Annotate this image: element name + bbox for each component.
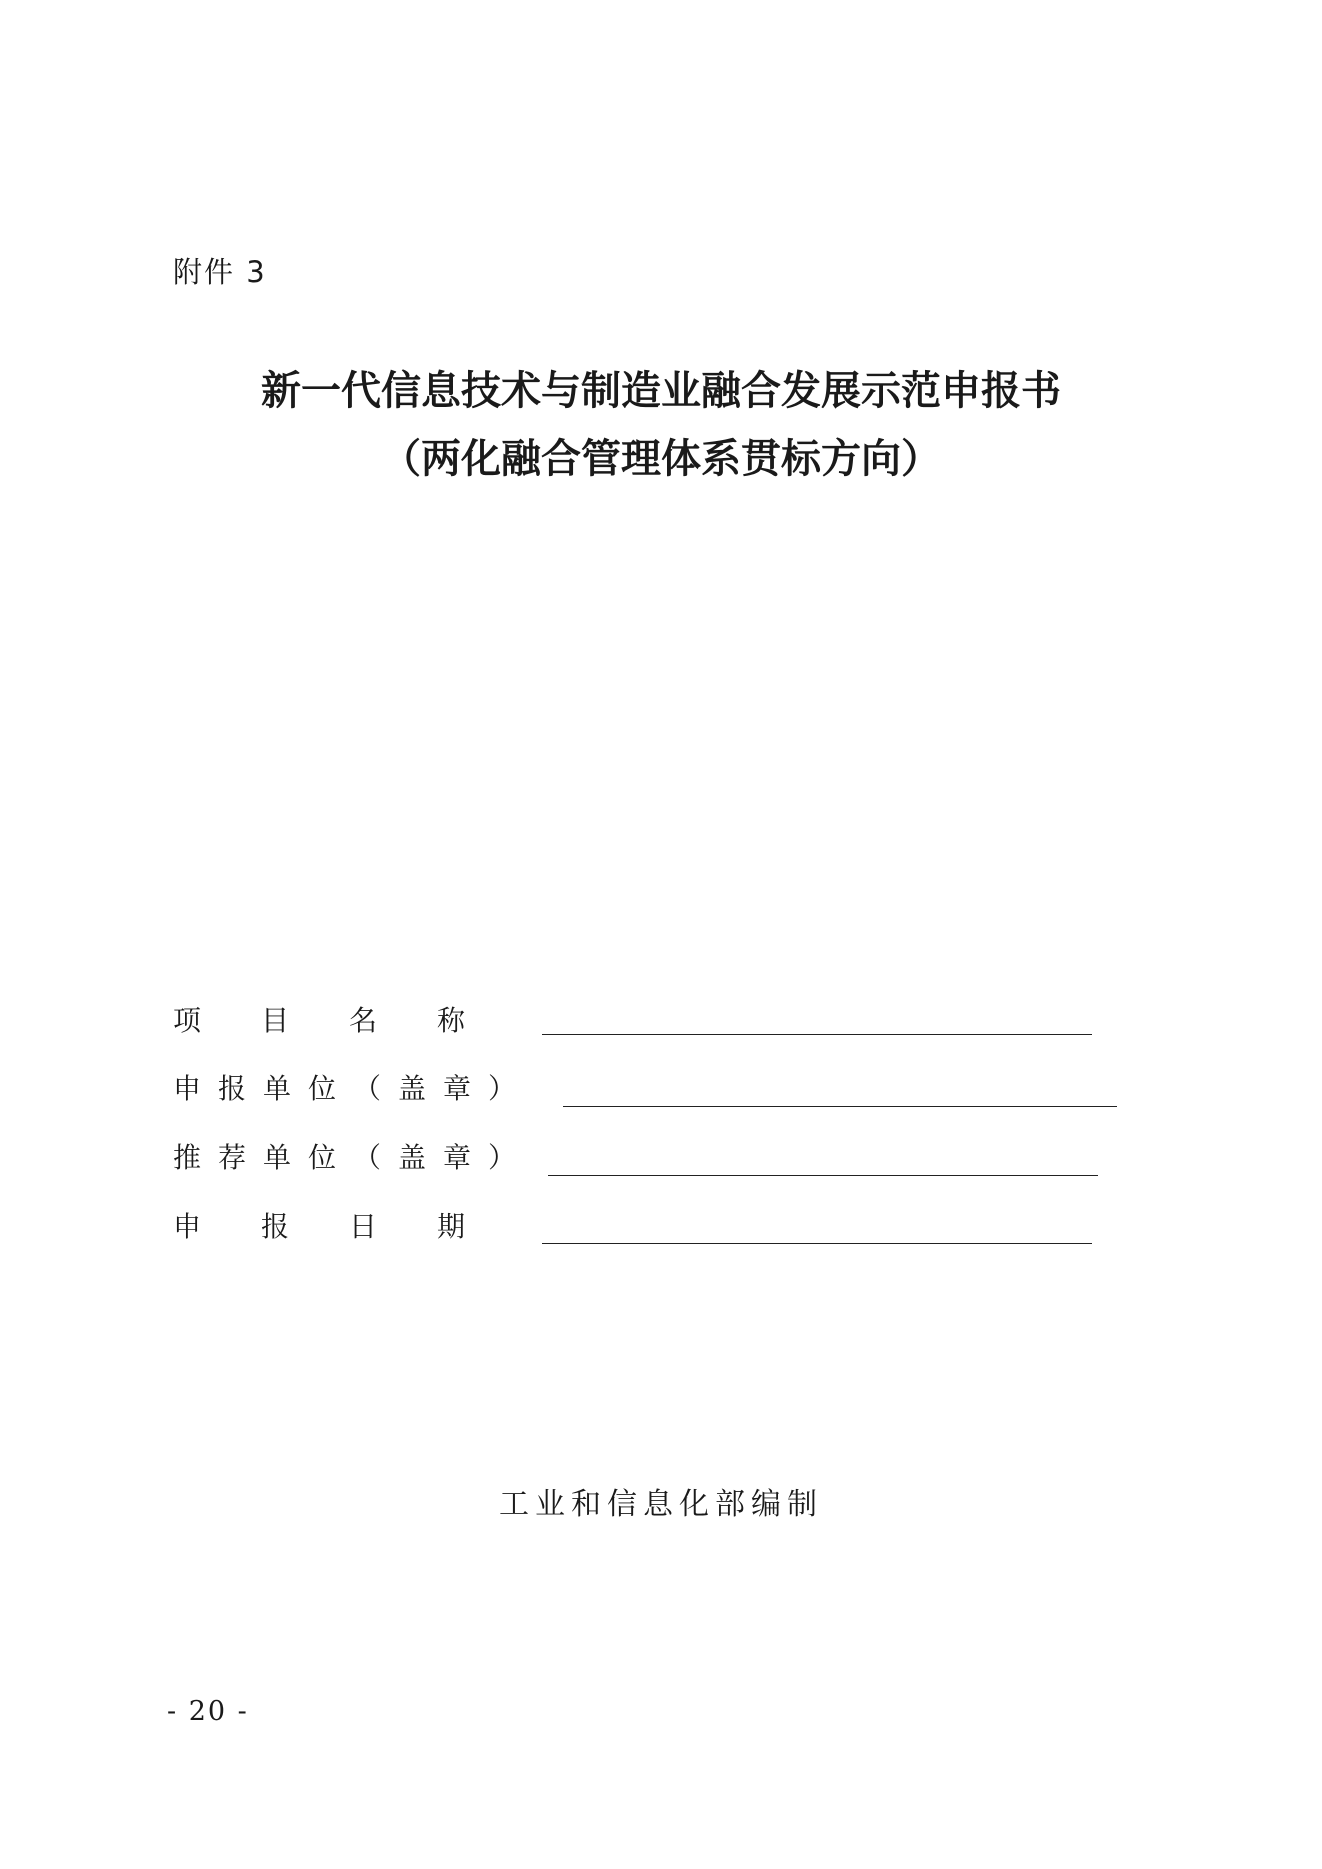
- document-subtitle: （两化融合管理体系贯标方向）: [381, 435, 941, 482]
- field-label-recommending-unit: 推荐单位（盖章）: [173, 1141, 534, 1174]
- page-number: - 20 -: [167, 1696, 249, 1727]
- field-line-application-date: [542, 1243, 1092, 1244]
- document-title: 新一代信息技术与制造业融合发展示范申报书: [261, 367, 1061, 414]
- field-line-project-name: [542, 1034, 1092, 1035]
- field-line-applicant-unit: [563, 1106, 1117, 1107]
- attachment-label: 附件 3: [173, 255, 267, 289]
- field-label-application-date: 申报日期: [173, 1210, 526, 1243]
- field-label-applicant-unit: 申报单位（盖章）: [173, 1072, 534, 1105]
- field-label-project-name: 项目名称: [173, 1004, 526, 1037]
- field-line-recommending-unit: [548, 1175, 1098, 1176]
- issuer-text: 工业和信息化部编制: [499, 1487, 823, 1522]
